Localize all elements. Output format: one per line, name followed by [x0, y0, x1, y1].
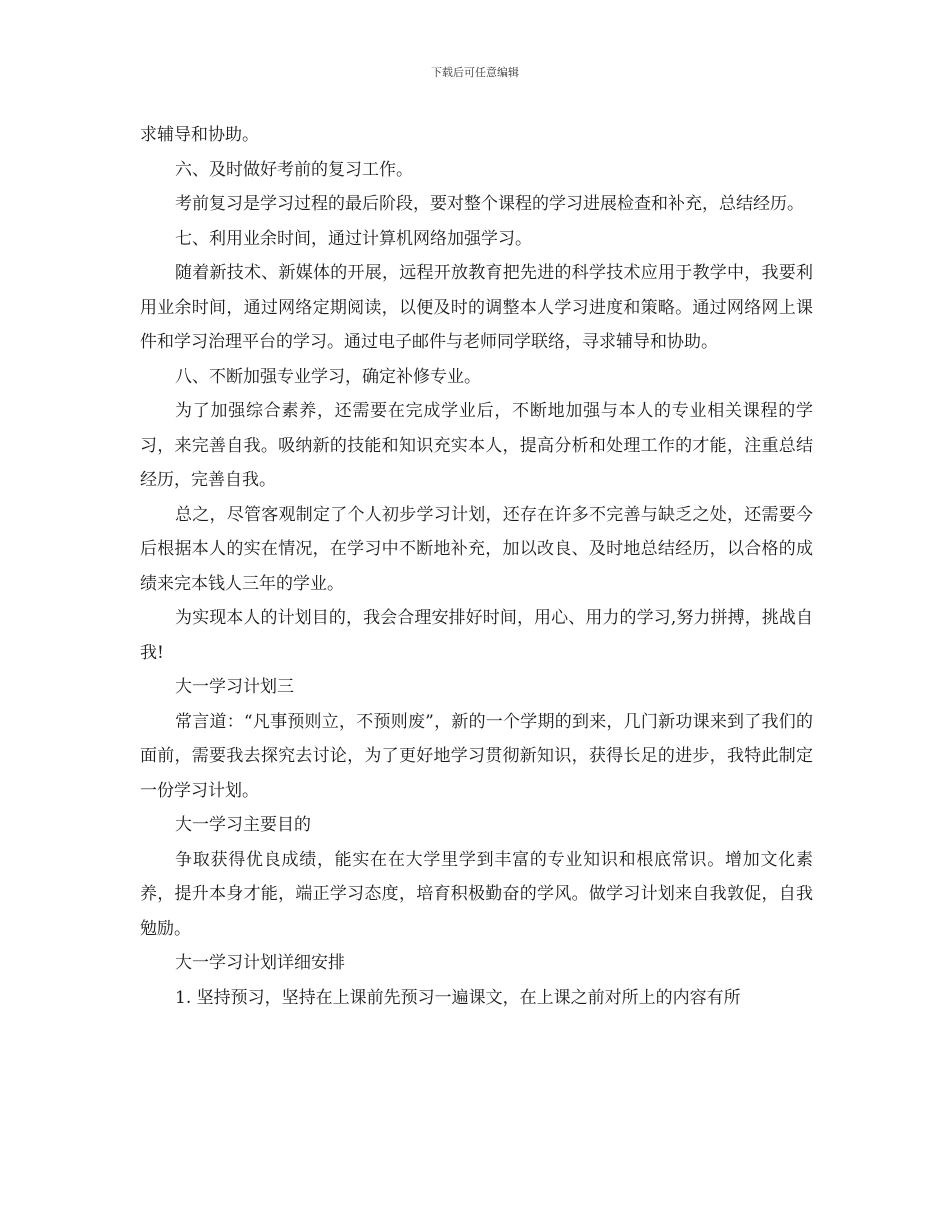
section-heading: 大一学习计划详细安排: [175, 953, 345, 973]
section-heading: 六、及时做好考前的复习工作。: [175, 159, 413, 180]
paragraph: 考前复习是学习过程的最后阶段，要对整个课程的学习进展检查和补充，总结经历。: [175, 194, 804, 214]
paragraph: 为了加强综合素养，还需要在完成学业后，不断地加强与本人的专业相关课程的学习，来完善自我。吸纳新的技能和知识充实本人，提高分析和处理工作的才能，注重总结经历，完善自我。: [140, 401, 813, 490]
list-item: 1. 坚持预习，坚持在上课前先预习一遍课文，在上课之前对所上的内容有所: [175, 987, 741, 1008]
paragraph: 争取获得优良成绩，能实在在大学里学到丰富的专业知识和根底常识。增加文化素养，提升本身才能，端正学习态度，培育积极勤奋的学风。做学习计划来自我敦促，自我勉励。: [140, 849, 813, 939]
paragraph: 求辅导和协助。: [140, 125, 259, 145]
paragraph: 为实现本人的计划目的，我会合理安排好时间，用心、用力的学习,努力拼搏，挑战自我!: [140, 608, 813, 663]
page-header: 下载后可任意编辑: [431, 66, 519, 79]
section-heading: 八、不断加强专业学习，确定补修专业。: [175, 366, 481, 387]
section-heading: 七、利用业余时间，通过计算机网络加强学习。: [175, 228, 532, 249]
paragraph: 随着新技术、新媒体的开展，远程开放教育把先进的科学技术应用于教学中，我要利用业余时间，通过网络定期阅读，以便及时的调整本人学习进度和策略。通过网络网上课件和学习治理平台的学习。通过电子邮件与老师同学联络，寻求辅导和协助。: [140, 263, 813, 352]
paragraph: 总之，尽管客观制定了个人初步学习计划，还存在许多不完善与缺乏之处，还需要今后根据本人的实在情况，在学习中不断地补充，加以改良、及时地总结经历，以合格的成绩来完本钱人三年的学业。: [140, 504, 813, 594]
section-heading: 大一学习主要目的: [175, 815, 311, 835]
section-heading: 大一学习计划三: [175, 677, 294, 697]
paragraph: 常言道：“凡事预则立，不预则废”，新的一个学期的到来，几门新功课来到了我们的面前，需要我去探究去讨论，为了更好地学习贯彻新知识，获得长足的进步，我特此制定一份学习计划。: [140, 711, 813, 801]
document-body: [140, 118, 813, 1015]
